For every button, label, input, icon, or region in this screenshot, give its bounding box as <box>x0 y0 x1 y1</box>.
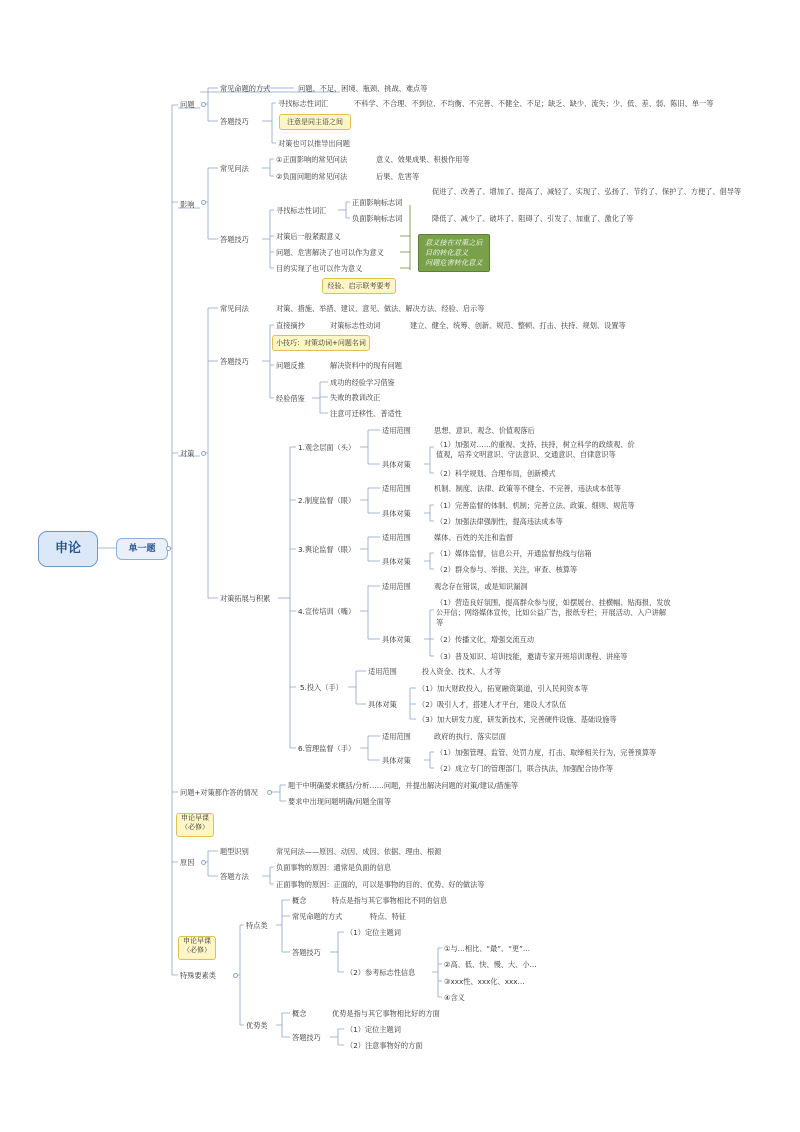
teshu-note <box>178 936 216 960</box>
teshu-cankao[interactable]: （2）参考标志性信息 <box>346 968 416 977</box>
wenti-note: 注意是同主语之间 <box>279 114 351 130</box>
s3-label[interactable]: 3.舆论监督（眼） <box>298 545 356 554</box>
teshu-tedian-gainian[interactable]: 特点是指与其它事物相比不同的信息 <box>332 896 448 905</box>
wenti-xunzhao-text[interactable]: 不科学、不合理、不到位、不均衡、不完善、不健全、不足；缺乏、缺少、流失；少、低、差、弱、陈旧、单一等 <box>354 99 714 108</box>
s5-m1[interactable]: （1）加大财政投入，拓宽融资渠道，引入民间资本等 <box>418 684 588 693</box>
s6-m1[interactable]: （1）加强管理、监管、处罚力度，打击、取缔相关行为，完善预算等 <box>436 748 657 757</box>
s6-measure-label[interactable]: 具体对策 <box>382 756 411 765</box>
s3-scope-label[interactable]: 适用范围 <box>382 533 411 542</box>
s4-scope-label[interactable]: 适用范围 <box>382 582 411 591</box>
s1-label[interactable]: 1.观念层面（头） <box>298 443 356 452</box>
duice-jingyan2[interactable]: 失败的教训改正 <box>330 393 381 402</box>
yingxiang-zheng-text[interactable]: 促进了、改善了、增加了、提高了、减轻了、实现了、弘扬了、节约了、保护了、方便了、倡导等 <box>432 187 742 196</box>
s4-measure-label[interactable]: 具体对策 <box>382 635 411 644</box>
s6-m2[interactable]: （2）成立专门的管理部门，联合执法，加强配合协作等 <box>436 764 614 773</box>
note-line: （必修） <box>181 823 209 831</box>
yuanyin-shibie-label[interactable]: 题型识别 <box>220 847 249 856</box>
yingxiang-fu-label[interactable]: 负面影响标志词 <box>352 214 403 223</box>
collapse-toggle[interactable] <box>201 200 206 205</box>
teshu-youshi-label[interactable]: 优势类 <box>246 1021 268 1030</box>
note-line: （必修） <box>183 946 211 954</box>
s2-measure-label[interactable]: 具体对策 <box>382 509 411 518</box>
teshu-mingti-text[interactable]: 特点、特征 <box>370 912 406 921</box>
yingxiang-negative-label[interactable]: ②负面问题的常见问法 <box>276 172 348 181</box>
yingxiang-jiqiao-label[interactable]: 答题技巧 <box>220 235 249 244</box>
s4-m1-line3[interactable]: 等 <box>436 618 444 627</box>
branch-teshu[interactable]: 特殊要素类 <box>180 971 216 980</box>
root-node[interactable]: 申论 <box>38 531 98 567</box>
branch-wenti[interactable]: 问题 <box>180 100 195 109</box>
yingxiang-changjian-label[interactable]: 常见问法 <box>220 164 249 173</box>
wenti-duice-text[interactable]: 对策也可以推导出问题 <box>278 139 350 148</box>
yingxiang-xunzhao-label[interactable]: 寻找标志性词汇 <box>276 206 327 215</box>
s1-scope[interactable]: 思想、意识、观念、价值观落后 <box>434 426 535 435</box>
callout-line: 问题危害转化意义 <box>425 258 483 267</box>
teshu-tedian-label[interactable]: 特点类 <box>246 921 268 930</box>
s2-m2[interactable]: （2）加强法律强制性，提高违法成本等 <box>436 517 563 526</box>
wentiduice-line1[interactable]: 题干中明确要求概括/分析……问题，并提出解决问题的对策/建议/措施等 <box>288 781 519 790</box>
connector <box>172 105 178 975</box>
duice-zhijie-label[interactable]: 直接摘抄 <box>276 321 305 330</box>
branch-duice[interactable]: 对策 <box>180 449 195 458</box>
teshu-c3[interactable]: ③xxx性、xxx化、xxx… <box>444 977 525 986</box>
s3-scope[interactable]: 媒体、百姓的关注和监督 <box>434 533 514 542</box>
teshu-c4[interactable]: ④含义 <box>444 993 465 1002</box>
yuanyin-fangfa2[interactable]: 正面事物的原因：正面的，可以是事物的目的、优势、好的做法等 <box>276 880 485 889</box>
yingxiang-fu-text[interactable]: 降低了、减少了、破坏了、阻碍了、引发了、加重了、激化了等 <box>432 214 634 223</box>
duice-zhijie-sub[interactable]: 对策标志性动词 <box>330 321 381 330</box>
teshu-mingti-label[interactable]: 常见命题的方式 <box>292 912 343 921</box>
callout-line: 意义接在对策之后 <box>425 238 483 247</box>
s2-scope-label[interactable]: 适用范围 <box>382 484 411 493</box>
s5-scope-label[interactable]: 适用范围 <box>368 667 397 676</box>
teshu-youshi-gainian-label[interactable]: 概念 <box>292 1009 307 1018</box>
duice-tuozhan-label[interactable]: 对策拓展与积累 <box>220 594 271 603</box>
s1-scope-label[interactable]: 适用范围 <box>382 426 411 435</box>
s6-scope-label[interactable]: 适用范围 <box>382 732 411 741</box>
collapse-toggle[interactable] <box>201 860 206 865</box>
collapse-toggle[interactable] <box>201 102 206 107</box>
teshu-c1[interactable]: ①与…相比、“最”、“更”… <box>444 944 531 953</box>
teshu-c2[interactable]: ②高、低、快、慢、大、小… <box>444 960 537 969</box>
collapse-toggle[interactable] <box>267 790 272 795</box>
duice-jiqiao-label[interactable]: 答题技巧 <box>220 357 249 366</box>
duice-tip: 小技巧：对策动词+问题名词 <box>272 335 370 351</box>
teshu-youshi-gainian[interactable]: 优势是指与其它事物相比好的方面 <box>332 1009 440 1018</box>
yingxiang-dui1[interactable]: 对策后一般紧跟意义 <box>276 232 341 241</box>
s5-m2[interactable]: （2）吸引人才，搭建人才平台，建设人才队伍 <box>418 700 567 709</box>
duice-changjian-text[interactable]: 对策、措施、举措、建议、意见、做法、解决方法、经验、启示等 <box>276 304 485 313</box>
branch-yuanyin[interactable]: 原因 <box>180 858 195 867</box>
branch-yingxiang[interactable]: 影响 <box>180 200 195 209</box>
s1-m2[interactable]: （2）科学规划、合理布局，创新模式 <box>436 469 556 478</box>
s4-label[interactable]: 4.宣传培训（嘴） <box>298 607 356 616</box>
callout-line: 目的转化意义 <box>425 248 469 257</box>
yingxiang-positive-text[interactable]: 意义、效果成果、积极作用等 <box>376 155 470 164</box>
yuanyin-shibie-text[interactable]: 常见问法——原因、动因、成因、依据、理由、根源 <box>276 847 442 856</box>
yingxiang-positive-label[interactable]: ①正面影响的常见问法 <box>276 155 348 164</box>
wentiduice-line2[interactable]: 要求中出现问题明确/问题全面等 <box>288 797 392 806</box>
duice-jingyan-label[interactable]: 经验借鉴 <box>276 394 305 403</box>
s4-scope[interactable]: 观念存在错误，或是知识漏洞 <box>434 582 528 591</box>
s3-m2[interactable]: （2）群众参与、举报、关注，审查、核算等 <box>436 565 578 574</box>
duice-jingyan1[interactable]: 成功的经验学习借鉴 <box>330 378 395 387</box>
s5-scope[interactable]: 投入资金、技术、人才等 <box>422 667 502 676</box>
yuanyin-fangfa1[interactable]: 负面事物的原因：通常是负面的信息 <box>276 863 392 872</box>
collapse-toggle[interactable] <box>166 546 171 551</box>
s4-m1-line1[interactable]: （1）营造良好氛围，提高群众参与度，如摆展台、挂横幅、贴海报、发放 <box>436 598 671 607</box>
wenti-jiqiao-label[interactable]: 答题技巧 <box>220 117 249 126</box>
teshu-youshi-dingwei[interactable]: （1）定位主题词 <box>346 1025 401 1034</box>
branch-wentiduice[interactable]: 问题+对策都作答的情况 <box>180 788 258 797</box>
collapse-toggle[interactable] <box>233 973 238 978</box>
teshu-gainian-label[interactable]: 概念 <box>292 896 307 905</box>
s4-m3[interactable]: （3）普及知识、培训技能，邀请专家开班培训课程、讲座等 <box>436 652 628 661</box>
s3-m1[interactable]: （1）媒体监督，信息公开，开通监督热线与信箱 <box>436 549 592 558</box>
duice-fantui-text[interactable]: 解决资料中的现有问题 <box>330 361 402 370</box>
yingxiang-dui3[interactable]: 目的实现了也可以作为意义 <box>276 264 363 273</box>
yingxiang-negative-text[interactable]: 后果、危害等 <box>376 172 420 181</box>
collapse-toggle[interactable] <box>201 451 206 456</box>
teshu-youshi-jiqiao-label[interactable]: 答题技巧 <box>292 1033 321 1042</box>
s5-m3[interactable]: （3）加大研发力度，研发新技术，完善硬件设施、基础设施等 <box>418 715 617 724</box>
yingxiang-note: 经验、启示联考要考 <box>322 278 396 294</box>
yuanyin-fangfa-label[interactable]: 答题方法 <box>220 872 249 881</box>
yingxiang-zheng-label[interactable]: 正面影响标志词 <box>352 198 403 207</box>
duice-changjian-label[interactable]: 常见问法 <box>220 304 249 313</box>
yingxiang-summary-callout <box>418 234 490 272</box>
duice-fantui-label[interactable]: 问题反推 <box>276 361 305 370</box>
yuanyin-note <box>176 813 214 837</box>
s2-label[interactable]: 2.制度监督（眼） <box>298 496 356 505</box>
wenti-changjian-label[interactable]: 常见命题的方式 <box>220 84 271 93</box>
s4-m2[interactable]: （2）传播文化，增强交流互动 <box>436 635 535 644</box>
s5-measure-label[interactable]: 具体对策 <box>368 700 397 709</box>
s2-scope[interactable]: 机制、制度、法律、政策等不健全、不完善，违法成本低等 <box>434 484 621 493</box>
s5-label[interactable]: 5.投入（手） <box>300 683 343 692</box>
s1-measure-label[interactable]: 具体对策 <box>382 460 411 469</box>
s1-m1-line2[interactable]: 值观，培养文明意识、守法意识、交通意识、自律意识等 <box>436 450 616 459</box>
duice-zhijie-text[interactable]: 建立、健全、统筹、创新、规范、整顿、打击、扶持、规划、设置等 <box>410 321 626 330</box>
s6-label[interactable]: 6.管理监督（手） <box>298 744 356 753</box>
s3-measure-label[interactable]: 具体对策 <box>382 557 411 566</box>
s6-scope[interactable]: 政府的执行、落实层面 <box>434 732 506 741</box>
note-line: 申论早课 <box>181 814 209 822</box>
teshu-dingwei[interactable]: （1）定位主题词 <box>346 928 401 937</box>
teshu-jiqiao-label[interactable]: 答题技巧 <box>292 948 321 957</box>
note-line: 申论早课 <box>183 937 211 945</box>
s1-m1-line1[interactable]: （1）加强对……的重视、支持、扶持，树立科学的政绩观、价 <box>436 440 635 449</box>
topic-node[interactable]: 单一题 <box>116 538 168 560</box>
teshu-youshi-zhuyi[interactable]: （2）注意事物好的方面 <box>346 1041 423 1050</box>
wenti-xunzhao-label[interactable]: 寻找标志性词汇 <box>278 99 329 108</box>
s2-m1[interactable]: （1）完善监督的体制、机制；完善立法、政策、细则、规范等 <box>436 501 635 510</box>
wenti-changjian-text[interactable]: 问题、不足、困境、瓶颈、挑战、难点等 <box>298 84 428 93</box>
s4-m1-line2[interactable]: 公开信；网络媒体宣传，比如公益广告，报纸专栏；开展活动、入户讲解 <box>436 608 667 617</box>
duice-jingyan3[interactable]: 注意可迁移性、普适性 <box>330 409 402 418</box>
yingxiang-dui2[interactable]: 问题、危害解决了也可以作为意义 <box>276 248 384 257</box>
